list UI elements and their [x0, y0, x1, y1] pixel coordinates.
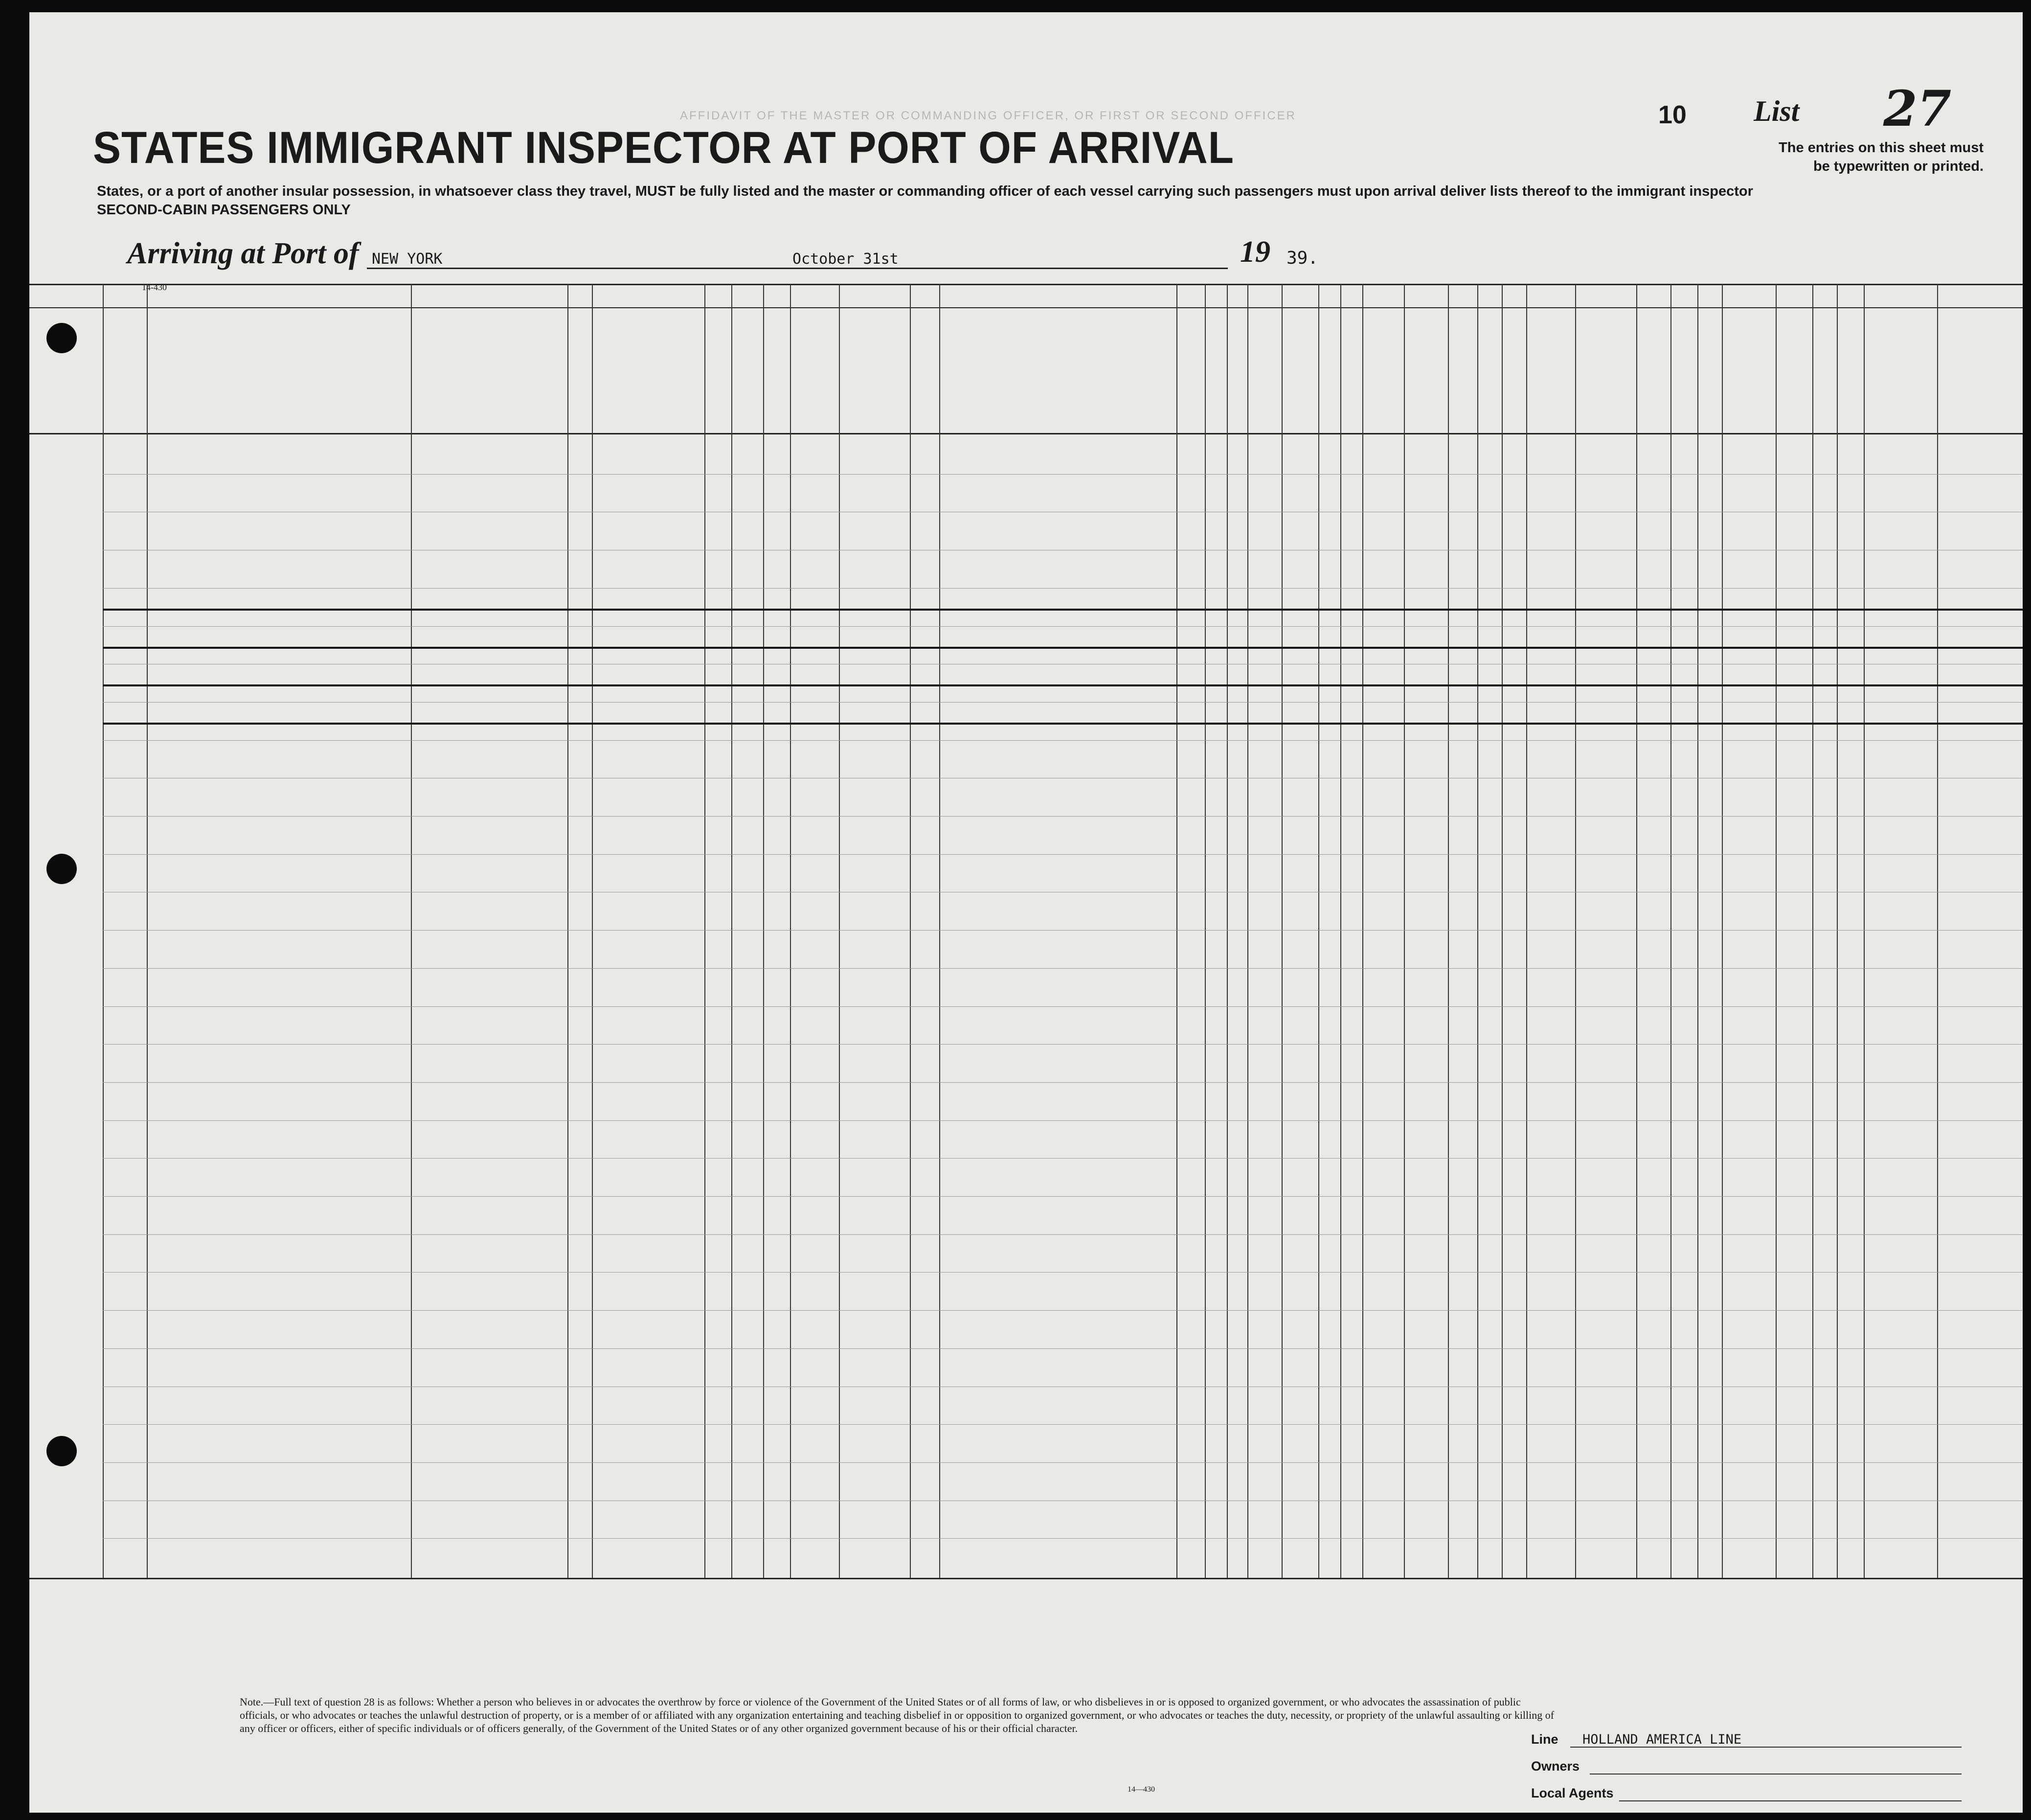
column-rule — [1362, 284, 1363, 1578]
column-rule — [763, 284, 764, 1578]
column-rule — [1176, 284, 1177, 1578]
row-rule — [103, 1348, 2023, 1349]
port-value: NEW YORK — [372, 250, 443, 268]
column-rule — [1502, 284, 1503, 1578]
owners-label: Owners — [1531, 1759, 1580, 1774]
punch-hole — [46, 854, 77, 884]
instructions-text: States, or a port of another insular possession, in whatsoever class they travel, MUST be fully listed and the master or commanding officer of each vessel carrying such passengers must upon arrival deliver lists thereof to the immigrant inspector — [97, 183, 1753, 199]
column-rule — [731, 284, 732, 1578]
column-rule — [1722, 284, 1723, 1578]
strike-through-line — [103, 647, 2023, 649]
row-rule — [103, 1006, 2023, 1007]
question-28-note: Note.—Full text of question 28 is as follows: Whether a person who believes in or advocates the overthrow by force or violence of the Government of the United States or of all forms of law, or who disbelieves in or is opposed to organized government, or who advocates the assassination of public officials, or who advocates or teaches the unlawful destruction of property, or is a member of or affiliated with any organization entertaining and teaching disbelief in or opposition to organized government, or who advocates or teaches the duty, necessity, or propriety of the unlawful assaulting or killing of any officer or officers, either of specific individuals or of officers generally, of the Government of the United States or of any other organized government because of his or their official character. — [240, 1696, 1555, 1734]
column-rule — [1837, 284, 1838, 1578]
header-bottom-border — [29, 433, 2023, 434]
list-label: List — [1754, 95, 1800, 127]
column-rule — [567, 284, 568, 1578]
year-suffix: 39. — [1286, 248, 1319, 268]
row-rule — [103, 1538, 2023, 1539]
strike-through-line — [103, 684, 2023, 686]
row-rule — [103, 1462, 2023, 1463]
list-number: 27 — [1883, 80, 1952, 137]
column-number-rule — [29, 307, 2023, 308]
row-rule — [103, 854, 2023, 855]
year-prefix: 19 — [1240, 235, 1270, 269]
row-rule — [103, 474, 2023, 475]
date-value: October 31st — [792, 250, 899, 268]
column-rule — [1937, 284, 1938, 1578]
column-rule — [411, 284, 412, 1578]
footer-code: 14—430 — [1128, 1785, 1155, 1794]
column-rule — [103, 284, 104, 1578]
column-rule — [1812, 284, 1813, 1578]
table-top-border — [29, 284, 2023, 285]
column-rule — [1575, 284, 1576, 1578]
faded-affidavit-header: AFFIDAVIT OF THE MASTER OR COMMANDING OFFICER, OR FIRST OR SECOND OFFICER — [680, 109, 1296, 122]
entries-note-line-1: The entries on this sheet must — [1779, 140, 1984, 156]
column-rule — [147, 284, 148, 1578]
row-rule — [103, 1044, 2023, 1045]
strike-through-line — [103, 723, 2023, 725]
column-rule — [1318, 284, 1319, 1578]
row-rule — [103, 1120, 2023, 1121]
entries-note-line-2: be typewritten or printed. — [1813, 159, 1984, 174]
shipping-line-value: HOLLAND AMERICA LINE — [1582, 1732, 1742, 1747]
row-rule — [103, 588, 2023, 589]
column-rule — [1448, 284, 1449, 1578]
page-title: STATES IMMIGRANT INSPECTOR AT PORT OF ARRIVAL — [93, 123, 1234, 173]
column-rule — [1205, 284, 1206, 1578]
row-rule — [103, 816, 2023, 817]
table-bottom-border — [29, 1578, 2023, 1579]
punch-hole — [46, 323, 77, 353]
punch-hole — [46, 1436, 77, 1466]
column-rule — [1636, 284, 1637, 1578]
arriving-underline — [367, 268, 1228, 269]
agents-label: Local Agents — [1531, 1786, 1614, 1800]
row-rule — [103, 626, 2023, 627]
line-label: Line — [1531, 1732, 1558, 1747]
row-rule — [103, 930, 2023, 931]
row-rule — [103, 702, 2023, 703]
row-rule — [103, 1424, 2023, 1425]
column-rule — [704, 284, 705, 1578]
column-rule — [939, 284, 940, 1578]
row-rule — [103, 1234, 2023, 1235]
row-rule — [103, 968, 2023, 969]
page-number: 10 — [1658, 101, 1687, 129]
column-rule — [1697, 284, 1698, 1578]
column-rule — [1776, 284, 1777, 1578]
column-rule — [1477, 284, 1478, 1578]
column-rule — [1526, 284, 1527, 1578]
column-rule — [1404, 284, 1405, 1578]
column-rule — [1247, 284, 1248, 1578]
form-number: 14-430 — [142, 282, 167, 292]
class-note: SECOND-CABIN PASSENGERS ONLY — [97, 202, 351, 218]
strike-through-line — [103, 609, 2023, 611]
column-rule — [1864, 284, 1865, 1578]
row-rule — [103, 1272, 2023, 1273]
column-rule — [592, 284, 593, 1578]
column-rule — [839, 284, 840, 1578]
column-rule — [910, 284, 911, 1578]
column-rule — [1282, 284, 1283, 1578]
arriving-label: Arriving at Port of — [127, 237, 359, 270]
column-rule — [790, 284, 791, 1578]
row-rule — [103, 740, 2023, 741]
column-rule — [1670, 284, 1671, 1578]
row-rule — [103, 1158, 2023, 1159]
column-rule — [1340, 284, 1341, 1578]
entries-note — [1729, 138, 1984, 176]
row-rule — [103, 1310, 2023, 1311]
agents-underline — [1619, 1800, 1962, 1801]
column-rule — [1227, 284, 1228, 1578]
row-rule — [103, 1082, 2023, 1083]
manifest-sheet — [29, 12, 2023, 1813]
row-rule — [103, 1196, 2023, 1197]
